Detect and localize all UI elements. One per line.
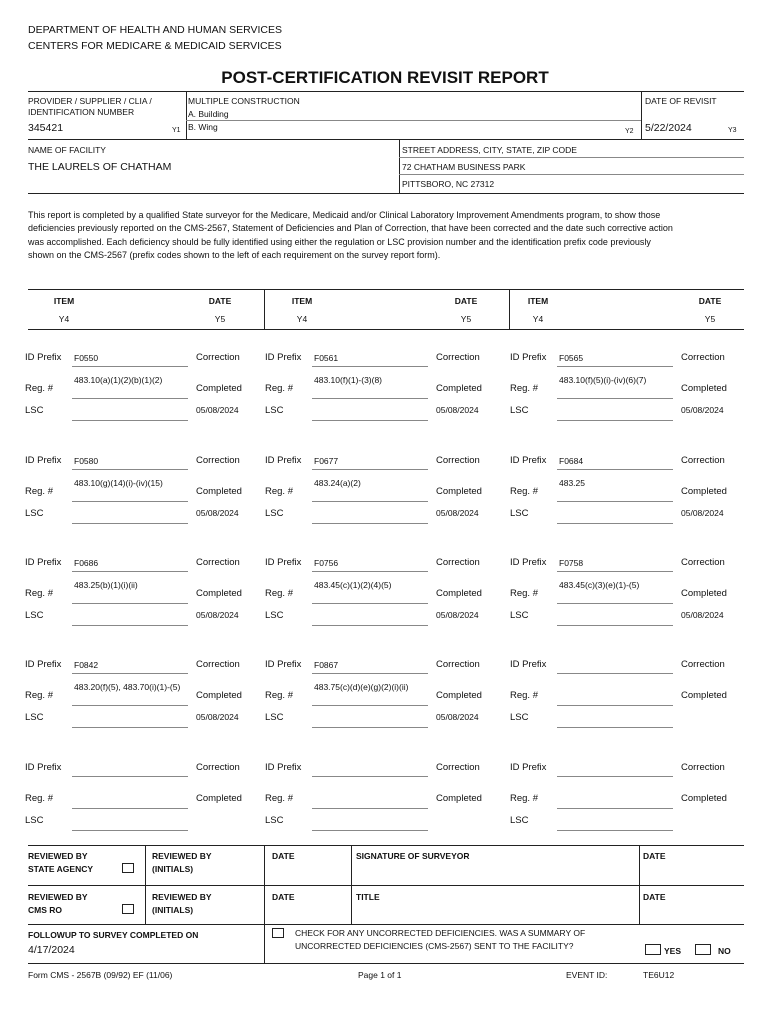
field-underline xyxy=(312,808,428,809)
initials-label: (INITIALS) xyxy=(152,864,194,874)
lsc-label: LSC xyxy=(25,815,44,826)
id-prefix-label: ID Prefix xyxy=(25,557,62,568)
divider xyxy=(639,845,640,924)
reg-label: Reg. # xyxy=(265,383,293,394)
building: A. Building xyxy=(188,109,229,119)
address-line-1: 72 CHATHAM BUSINESS PARK xyxy=(402,162,526,172)
address-label: STREET ADDRESS, CITY, STATE, ZIP CODE xyxy=(402,145,577,155)
divider xyxy=(145,845,146,924)
lsc-label: LSC xyxy=(265,712,284,723)
lsc-label: LSC xyxy=(25,610,44,621)
reg-value: 483.45(c)(3)(e)(1)-(5) xyxy=(559,580,640,590)
completed-date: 05/08/2024 xyxy=(436,610,479,620)
reg-label: Reg. # xyxy=(510,793,538,804)
field-underline xyxy=(557,727,673,728)
facility-name-label: NAME OF FACILITY xyxy=(28,145,106,155)
field-underline xyxy=(72,501,188,502)
facility-name: THE LAURELS OF CHATHAM xyxy=(28,161,172,173)
lsc-label: LSC xyxy=(510,405,529,416)
reviewed-by-cms-label: REVIEWED BY xyxy=(28,892,88,902)
field-underline xyxy=(312,673,428,674)
reg-label: Reg. # xyxy=(25,588,53,599)
followup-label: FOLLOWUP TO SURVEY COMPLETED ON xyxy=(28,930,199,940)
cms-ro-label: CMS RO xyxy=(28,905,62,915)
correction-label: Correction xyxy=(436,762,480,773)
reg-label: Reg. # xyxy=(510,383,538,394)
col-y4-marker: Y4 xyxy=(296,314,308,324)
reg-value: 483.20(f)(5), 483.70(i)(1)-(5) xyxy=(74,682,181,692)
completed-label: Completed xyxy=(681,793,727,804)
completed-label: Completed xyxy=(436,793,482,804)
field-underline xyxy=(312,603,428,604)
id-prefix-label: ID Prefix xyxy=(510,557,547,568)
divider xyxy=(28,329,744,330)
divider xyxy=(186,91,187,139)
event-id: TE6U12 xyxy=(643,970,675,980)
completed-label: Completed xyxy=(196,793,242,804)
date-label-2: DATE xyxy=(272,892,295,902)
reg-value: 483.10(f)(5)(i)-(iv)(6)(7) xyxy=(559,375,647,385)
title-label: TITLE xyxy=(356,892,380,902)
id-prefix-value: F0758 xyxy=(559,558,584,568)
divider xyxy=(28,963,744,964)
id-prefix-label: ID Prefix xyxy=(265,455,302,466)
field-underline xyxy=(557,776,673,777)
field-underline xyxy=(557,469,673,470)
field-underline xyxy=(72,603,188,604)
id-prefix-value: F0677 xyxy=(314,456,339,466)
completed-date: 05/08/2024 xyxy=(436,405,479,415)
initials-label-2: (INITIALS) xyxy=(152,905,194,915)
field-underline xyxy=(312,523,428,524)
correction-label: Correction xyxy=(681,455,725,466)
completed-label: Completed xyxy=(681,383,727,394)
agency-name: CENTERS FOR MEDICARE & MEDICAID SERVICES xyxy=(28,40,282,52)
field-underline xyxy=(557,571,673,572)
no-label: NO xyxy=(718,946,731,956)
lsc-label: LSC xyxy=(25,712,44,723)
correction-label: Correction xyxy=(436,659,480,670)
id-prefix-value: F0756 xyxy=(314,558,339,568)
id-prefix-value: F0867 xyxy=(314,660,339,670)
field-underline xyxy=(72,398,188,399)
divider xyxy=(186,120,641,121)
id-prefix-value: F0561 xyxy=(314,353,339,363)
field-underline xyxy=(72,727,188,728)
reg-label: Reg. # xyxy=(510,588,538,599)
completed-date: 05/08/2024 xyxy=(436,712,479,722)
correction-label: Correction xyxy=(681,659,725,670)
field-underline xyxy=(72,830,188,831)
field-underline xyxy=(72,523,188,524)
page-number: Page 1 of 1 xyxy=(358,970,402,980)
id-prefix-label: ID Prefix xyxy=(265,352,302,363)
id-prefix-label: ID Prefix xyxy=(25,762,62,773)
divider xyxy=(28,91,744,92)
col-date-header: DATE xyxy=(454,296,478,306)
field-underline xyxy=(312,501,428,502)
col-y5-marker: Y5 xyxy=(460,314,472,324)
provider-number: 345421 xyxy=(28,122,64,134)
lsc-label: LSC xyxy=(510,815,529,826)
reviewed-by-initials-label-2: REVIEWED BY xyxy=(152,892,212,902)
field-underline xyxy=(557,523,673,524)
field-underline xyxy=(72,366,188,367)
field-underline xyxy=(72,673,188,674)
date-label: DATE xyxy=(272,851,295,861)
intro-paragraph: This report is completed by a qualified State surveyor for the Medicare, Medicaid and/or Clinical Laboratory Improvement Amendments program, to show those deficiencies previously reported on the CMS-2567, Statement of Deficiencies and Plan of Correction, that have been corrected and the date such corrective action was accomplished. Each deficiency should be fully identified using either the regulation or LSC provision number and the identification prefix code previously shown on the CMS-2567 (prefix codes shown to the left of each requirement on the survey report form). xyxy=(28,210,673,261)
followup-date: 4/17/2024 xyxy=(28,944,75,956)
divider xyxy=(399,157,744,158)
y2-marker: Y2 xyxy=(625,128,634,135)
divider xyxy=(399,139,400,193)
field-underline xyxy=(557,625,673,626)
completed-label: Completed xyxy=(196,690,242,701)
field-underline xyxy=(557,420,673,421)
field-underline xyxy=(557,501,673,502)
field-underline xyxy=(72,705,188,706)
reg-value: 483.25 xyxy=(559,478,585,488)
completed-label: Completed xyxy=(196,486,242,497)
lsc-label: LSC xyxy=(510,712,529,723)
field-underline xyxy=(557,673,673,674)
divider xyxy=(28,193,744,194)
field-underline xyxy=(557,830,673,831)
reg-label: Reg. # xyxy=(265,486,293,497)
completed-label: Completed xyxy=(196,588,242,599)
date-of-revisit: 5/22/2024 xyxy=(645,122,692,134)
field-underline xyxy=(312,625,428,626)
page-title: POST-CERTIFICATION REVISIT REPORT xyxy=(221,68,549,87)
correction-label: Correction xyxy=(436,455,480,466)
divider xyxy=(264,845,265,963)
col-date-header: DATE xyxy=(698,296,722,306)
completed-date: 05/08/2024 xyxy=(196,508,239,518)
correction-label: Correction xyxy=(681,352,725,363)
field-underline xyxy=(312,830,428,831)
reviewed-by-initials-label: REVIEWED BY xyxy=(152,851,212,861)
id-prefix-label: ID Prefix xyxy=(510,659,547,670)
field-underline xyxy=(557,603,673,604)
field-underline xyxy=(312,420,428,421)
col-date-header: DATE xyxy=(208,296,232,306)
correction-label: Correction xyxy=(436,352,480,363)
lsc-label: LSC xyxy=(25,405,44,416)
reg-value: 483.10(a)(1)(2)(b)(1)(2) xyxy=(74,375,163,385)
cms-ro-checkbox[interactable] xyxy=(122,904,134,914)
provider-label-2: IDENTIFICATION NUMBER xyxy=(28,107,135,117)
completed-label: Completed xyxy=(436,588,482,599)
field-underline xyxy=(72,420,188,421)
col-item-header: ITEM xyxy=(527,296,549,306)
y3-marker: Y3 xyxy=(728,127,737,134)
completed-label: Completed xyxy=(436,383,482,394)
divider xyxy=(28,885,744,886)
completed-label: Completed xyxy=(681,690,727,701)
reg-label: Reg. # xyxy=(25,690,53,701)
field-underline xyxy=(72,469,188,470)
title-date-label: DATE xyxy=(643,892,666,902)
reg-label: Reg. # xyxy=(25,383,53,394)
reg-value: 483.25(b)(1)(i)(ii) xyxy=(74,580,138,590)
field-underline xyxy=(312,398,428,399)
correction-label: Correction xyxy=(681,762,725,773)
field-underline xyxy=(72,808,188,809)
id-prefix-label: ID Prefix xyxy=(25,659,62,670)
field-underline xyxy=(557,366,673,367)
signature-label: SIGNATURE OF SURVEYOR xyxy=(356,851,470,861)
date-of-revisit-label: DATE OF REVISIT xyxy=(645,96,717,106)
completed-date: 05/08/2024 xyxy=(681,405,724,415)
completed-date: 05/08/2024 xyxy=(436,508,479,518)
completed-date: 05/08/2024 xyxy=(196,712,239,722)
check-line-2: UNCORRECTED DEFICIENCIES (CMS-2567) SENT TO THE FACILITY? xyxy=(295,941,574,951)
reg-label: Reg. # xyxy=(265,690,293,701)
col-y4-marker: Y4 xyxy=(532,314,544,324)
divider xyxy=(399,174,744,175)
reg-value: 483.75(c)(d)(e)(g)(2)(i)(ii) xyxy=(314,682,409,692)
yes-label: YES xyxy=(664,946,682,956)
divider xyxy=(641,91,642,139)
id-prefix-value: F0684 xyxy=(559,456,584,466)
reviewed-by-state-label: REVIEWED BY xyxy=(28,851,88,861)
completed-label: Completed xyxy=(436,690,482,701)
department-name: DEPARTMENT OF HEALTH AND HUMAN SERVICES xyxy=(28,24,282,36)
wing: B. Wing xyxy=(188,122,218,132)
id-prefix-value: F0550 xyxy=(74,353,99,363)
field-underline xyxy=(72,776,188,777)
id-prefix-label: ID Prefix xyxy=(265,762,302,773)
id-prefix-label: ID Prefix xyxy=(510,455,547,466)
lsc-label: LSC xyxy=(510,508,529,519)
id-prefix-value: F0565 xyxy=(559,353,584,363)
reg-value: 483.10(f)(1)-(3)(8) xyxy=(314,375,383,385)
field-underline xyxy=(312,571,428,572)
field-underline xyxy=(557,808,673,809)
field-underline xyxy=(72,625,188,626)
multiple-construction-label: MULTIPLE CONSTRUCTION xyxy=(188,96,300,106)
completed-label: Completed xyxy=(681,486,727,497)
reg-label: Reg. # xyxy=(510,486,538,497)
id-prefix-label: ID Prefix xyxy=(25,455,62,466)
reg-value: 483.24(a)(2) xyxy=(314,478,361,488)
lsc-label: LSC xyxy=(510,610,529,621)
reg-label: Reg. # xyxy=(265,793,293,804)
completed-date: 05/08/2024 xyxy=(196,405,239,415)
col-y5-marker: Y5 xyxy=(704,314,716,324)
reg-value: 483.45(c)(1)(2)(4)(5) xyxy=(314,580,392,590)
divider xyxy=(28,845,744,846)
reg-value: 483.10(g)(14)(i)-(iv)(15) xyxy=(74,478,163,488)
state-agency-label: STATE AGENCY xyxy=(28,864,94,874)
uncorrected-checkbox[interactable] xyxy=(272,928,284,938)
reg-label: Reg. # xyxy=(265,588,293,599)
provider-label: PROVIDER / SUPPLIER / CLIA / xyxy=(28,96,152,106)
field-underline xyxy=(312,727,428,728)
form-number: Form CMS - 2567B (09/92) EF (11/06) xyxy=(28,970,173,980)
lsc-label: LSC xyxy=(265,405,284,416)
reg-label: Reg. # xyxy=(25,486,53,497)
completed-label: Completed xyxy=(196,383,242,394)
col-y4-marker: Y4 xyxy=(58,314,70,324)
completed-label: Completed xyxy=(681,588,727,599)
correction-label: Correction xyxy=(196,557,240,568)
no-checkbox[interactable] xyxy=(695,944,711,955)
correction-label: Correction xyxy=(196,352,240,363)
id-prefix-label: ID Prefix xyxy=(265,557,302,568)
signature-date-label: DATE xyxy=(643,851,666,861)
id-prefix-value: F0842 xyxy=(74,660,99,670)
field-underline xyxy=(312,705,428,706)
id-prefix-value: F0686 xyxy=(74,558,99,568)
address-line-2: PITTSBORO, NC 27312 xyxy=(402,179,495,189)
correction-label: Correction xyxy=(196,762,240,773)
check-line-1: CHECK FOR ANY UNCORRECTED DEFICIENCIES. WAS A SUMMARY OF xyxy=(295,928,586,938)
field-underline xyxy=(557,705,673,706)
id-prefix-label: ID Prefix xyxy=(25,352,62,363)
id-prefix-label: ID Prefix xyxy=(265,659,302,670)
reg-label: Reg. # xyxy=(25,793,53,804)
correction-label: Correction xyxy=(196,455,240,466)
col-y5-marker: Y5 xyxy=(214,314,226,324)
event-id-label: EVENT ID: xyxy=(566,970,608,980)
correction-label: Correction xyxy=(196,659,240,670)
correction-label: Correction xyxy=(436,557,480,568)
y1-marker: Y1 xyxy=(172,127,181,134)
correction-label: Correction xyxy=(681,557,725,568)
yes-checkbox[interactable] xyxy=(645,944,661,955)
id-prefix-value: F0580 xyxy=(74,456,99,466)
lsc-label: LSC xyxy=(265,815,284,826)
field-underline xyxy=(312,469,428,470)
field-underline xyxy=(557,398,673,399)
completed-label: Completed xyxy=(436,486,482,497)
divider xyxy=(28,924,744,925)
col-item-header: ITEM xyxy=(291,296,313,306)
reg-label: Reg. # xyxy=(510,690,538,701)
divider xyxy=(28,139,744,140)
divider xyxy=(28,289,744,290)
lsc-label: LSC xyxy=(265,610,284,621)
completed-date: 05/08/2024 xyxy=(681,508,724,518)
divider xyxy=(351,845,352,924)
state-agency-checkbox[interactable] xyxy=(122,863,134,873)
completed-date: 05/08/2024 xyxy=(681,610,724,620)
field-underline xyxy=(72,571,188,572)
completed-date: 05/08/2024 xyxy=(196,610,239,620)
field-underline xyxy=(312,366,428,367)
id-prefix-label: ID Prefix xyxy=(510,352,547,363)
lsc-label: LSC xyxy=(25,508,44,519)
lsc-label: LSC xyxy=(265,508,284,519)
field-underline xyxy=(312,776,428,777)
id-prefix-label: ID Prefix xyxy=(510,762,547,773)
col-item-header: ITEM xyxy=(53,296,75,306)
